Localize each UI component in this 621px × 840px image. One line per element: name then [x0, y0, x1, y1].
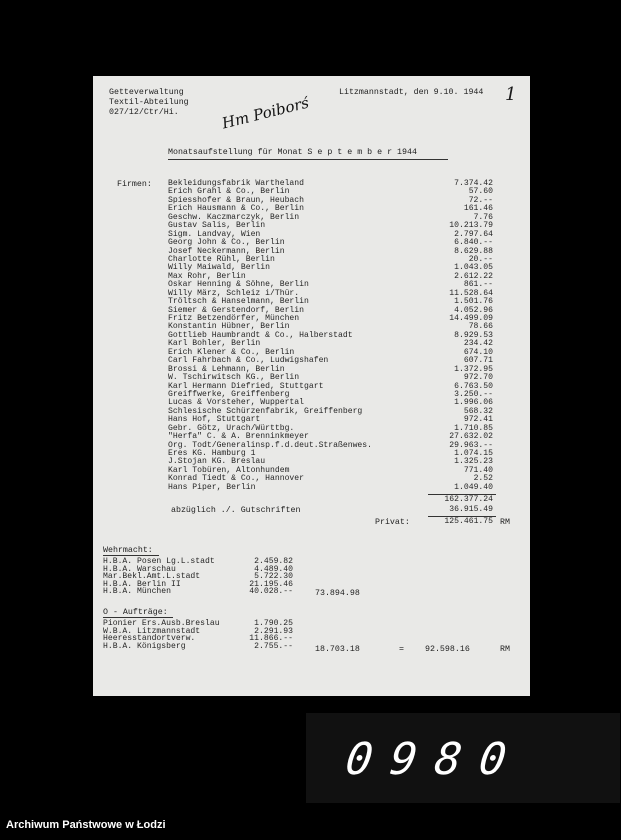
- firm-name: Karl Bohler, Berlin: [168, 339, 261, 349]
- firm-amount: 29.963.--: [449, 440, 493, 450]
- o-auftrag-item-name: W.B.A. Litzmannstadt: [103, 626, 201, 636]
- firm-amount: 57.60: [468, 187, 493, 197]
- firm-amount: 2.612.22: [454, 271, 493, 281]
- firm-amount: 11.528.64: [449, 288, 493, 298]
- firm-name: Hans Piper, Berlin: [168, 482, 256, 492]
- org-line-1: Getteverwaltung: [109, 88, 184, 97]
- firm-amount: 8.629.88: [454, 246, 493, 256]
- firm-name: Sigm. Landvay, Wien: [168, 229, 261, 239]
- firm-name: Georg John & Co., Berlin: [168, 238, 285, 248]
- archive-banner: Archiwum Państwowe w Łodzi: [0, 814, 621, 836]
- wehrmacht-item-name: Mar.Bekl.Amt.L.stadt: [103, 572, 201, 582]
- firm-name: Tröltsch & Hanselmann, Berlin: [168, 297, 309, 307]
- o-auftrag-item-amount: 11.866.--: [249, 634, 293, 644]
- privat-label: Privat:: [375, 518, 410, 527]
- firm-name: Karl Tobüren, Altonhundem: [168, 465, 290, 475]
- firm-amount: 972.41: [463, 415, 493, 425]
- firm-amount: 10.213.79: [449, 221, 493, 231]
- firm-amount: 861.--: [463, 280, 493, 290]
- org-line-3: 027/12/Ctr/Hi.: [109, 108, 179, 117]
- handwritten-signature: Hm Poiborś: [220, 93, 311, 133]
- firm-name: Carl Fahrbach & Co., Ludwigshafen: [168, 356, 329, 366]
- frame-counter: 0980: [342, 734, 528, 785]
- firm-amount: 234.42: [463, 339, 493, 349]
- equals-sign: =: [399, 645, 404, 654]
- firm-amount: 4.052.96: [454, 305, 493, 315]
- firm-amount: 14.499.09: [449, 314, 493, 323]
- o-auftraege-total: 18.703.18: [315, 645, 360, 654]
- firm-name: "Herfa" C. & A. Brenninkmeyer: [168, 432, 309, 442]
- firm-name: Gottlieb Haumbrandt & Co., Halberstadt: [168, 330, 353, 340]
- wehrmacht-item-name: H.B.A. Posen Lg.L.stadt: [103, 557, 215, 566]
- firm-amounts: [423, 180, 493, 492]
- wehrmacht-item-amount: 40.028.--: [249, 587, 293, 597]
- firm-amount: 7.76: [473, 212, 493, 222]
- firm-amount: 1.996.06: [454, 398, 493, 408]
- privat-amount: 125.461.75: [444, 517, 493, 526]
- firm-amount: 972.70: [463, 373, 493, 383]
- wehrmacht-amounts: [233, 558, 293, 596]
- deduction-label: abzüglich ./. Gutschriften: [171, 506, 301, 515]
- firm-amount: 3.250.--: [454, 389, 493, 399]
- firm-amount: 27.632.02: [449, 432, 493, 442]
- firm-amount: 2.797.64: [454, 229, 493, 239]
- firm-name: Brossi & Lehmann, Berlin: [168, 364, 285, 374]
- firm-amount: 1.372.95: [454, 364, 493, 374]
- firm-amount: 1.325.23: [454, 457, 493, 467]
- wehrmacht-item-name: H.B.A. Berlin II: [103, 579, 181, 589]
- privat-unit: RM: [500, 518, 510, 527]
- firm-name: Willy März, Schleiz i/Thür.: [168, 288, 300, 298]
- firm-name: Gebr. Götz, Urach/Württbg.: [168, 423, 295, 433]
- o-auftraege-list: [103, 620, 220, 650]
- firm-name: Karl Hermann Diefried, Stuttgart: [168, 381, 324, 391]
- o-auftraege-underline: [103, 617, 173, 618]
- firm-amount: 8.929.53: [454, 330, 493, 340]
- firm-name: Eres KG. Hamburg 1: [168, 449, 256, 458]
- firm-name: Max Rohr, Berlin: [168, 271, 246, 281]
- firm-amount: 771.40: [463, 465, 493, 475]
- firm-name: J.Stojan KG. Breslau: [168, 457, 266, 467]
- wehrmacht-underline: [103, 555, 159, 556]
- firm-amount: 1.043.05: [454, 263, 493, 273]
- firmen-label: Firmen:: [117, 180, 152, 189]
- title-underline: [168, 159, 448, 160]
- firm-amount: 568.32: [463, 406, 493, 416]
- subtotal-amount: 162.377.24: [444, 495, 493, 504]
- o-auftraege-heading: O - Aufträge:: [103, 608, 168, 617]
- o-auftrag-item-name: Pionier Ers.Ausb.Breslau: [103, 619, 220, 628]
- firm-name: Gustav Salis, Berlin: [168, 221, 266, 231]
- firm-name: Siemer & Gerstendorf, Berlin: [168, 305, 304, 315]
- wehrmacht-item-name: H.B.A. München: [103, 587, 171, 597]
- firm-amount: 674.10: [463, 347, 493, 357]
- firm-name: Geschw. Kaczmarczyk, Berlin: [168, 212, 300, 222]
- firm-amount: 1.501.76: [454, 297, 493, 307]
- wehrmacht-heading: Wehrmacht:: [103, 546, 153, 555]
- date-line: Litzmannstadt, den 9.10. 1944: [339, 88, 484, 97]
- grand-total: 92.598.16: [425, 645, 470, 654]
- page-number: 1: [505, 84, 517, 105]
- firm-amount: 1.049.40: [454, 482, 493, 492]
- wehrmacht-list: [103, 558, 215, 596]
- firm-name: Erich Hausmann & Co., Berlin: [168, 204, 304, 214]
- wehrmacht-item-name: H.B.A. Warschau: [103, 564, 176, 574]
- firm-name: Josef Neckermann, Berlin: [168, 246, 285, 256]
- firm-amount: 1.710.85: [454, 423, 493, 433]
- firm-amount: 2.52: [473, 474, 493, 484]
- firm-amount: 161.46: [463, 204, 493, 214]
- firm-amount: 6.840.--: [454, 238, 493, 248]
- firm-name: Erich Grahl & Co., Berlin: [168, 187, 290, 197]
- firm-name: Greiffwerke, Greiffenberg: [168, 389, 290, 399]
- document-page: [93, 76, 530, 696]
- wehrmacht-item-amount: 21.195.46: [249, 579, 293, 589]
- firm-name: Bekleidungsfabrik Wartheland: [168, 179, 304, 188]
- firm-amount: 20.--: [468, 254, 493, 264]
- firm-name: Fritz Betzendörfer, München: [168, 314, 300, 323]
- firm-name: Konstantin Hübner, Berlin: [168, 322, 290, 332]
- firm-amount: 607.71: [463, 356, 493, 366]
- org-header: [109, 88, 189, 118]
- firm-name: Oskar Henning & Söhne, Berlin: [168, 280, 309, 290]
- firm-name: W. Tschirwitsch KG., Berlin: [168, 373, 300, 383]
- o-auftrag-item-amount: 2.755.--: [254, 641, 293, 651]
- o-auftrag-item-amount: 1.790.25: [254, 619, 293, 628]
- firm-name: Spiesshofer & Braun, Heubach: [168, 195, 304, 205]
- o-auftrag-item-name: H.B.A. Königsberg: [103, 641, 186, 651]
- firm-name: Hans Hof, Stuttgart: [168, 415, 261, 425]
- org-line-2: Textil-Abteilung: [109, 98, 189, 107]
- wehrmacht-total: 73.894.98: [315, 589, 360, 598]
- firm-amount: 78.66: [468, 322, 493, 332]
- deduction-amount: 36.915.49: [449, 505, 493, 514]
- o-auftrag-item-amount: 2.291.93: [254, 626, 293, 636]
- firm-name: Schlesische Schürzenfabrik, Greiffenberg: [168, 406, 363, 416]
- firm-amount: 1.074.15: [454, 449, 493, 458]
- firm-name: Erich Klener & Co., Berlin: [168, 347, 295, 357]
- document-title: Monatsaufstellung für Monat S e p t e m b e r 1944: [168, 148, 417, 157]
- firm-name: Willy Maiwald, Berlin: [168, 263, 270, 273]
- wehrmacht-item-amount: 5.722.30: [254, 572, 293, 582]
- o-auftraege-amounts: [233, 620, 293, 650]
- firm-list: [168, 180, 372, 492]
- firm-amount: 7.374.42: [454, 179, 493, 188]
- firm-name: Org. Todt/Generalinsp.f.d.deut.Straßenwes.: [168, 440, 372, 450]
- wehrmacht-item-amount: 4.489.40: [254, 564, 293, 574]
- firm-amount: 72.--: [468, 195, 493, 205]
- firm-name: Lucas & Vorsteher, Wuppertal: [168, 398, 304, 408]
- grand-total-unit: RM: [500, 645, 510, 654]
- firm-name: Charlotte Rühl, Berlin: [168, 254, 275, 264]
- o-auftrag-item-name: Heeresstandortverw.: [103, 634, 196, 644]
- firm-name: Konrad Tiedt & Co., Hannover: [168, 474, 304, 484]
- wehrmacht-item-amount: 2.459.82: [254, 557, 293, 566]
- firm-amount: 6.763.50: [454, 381, 493, 391]
